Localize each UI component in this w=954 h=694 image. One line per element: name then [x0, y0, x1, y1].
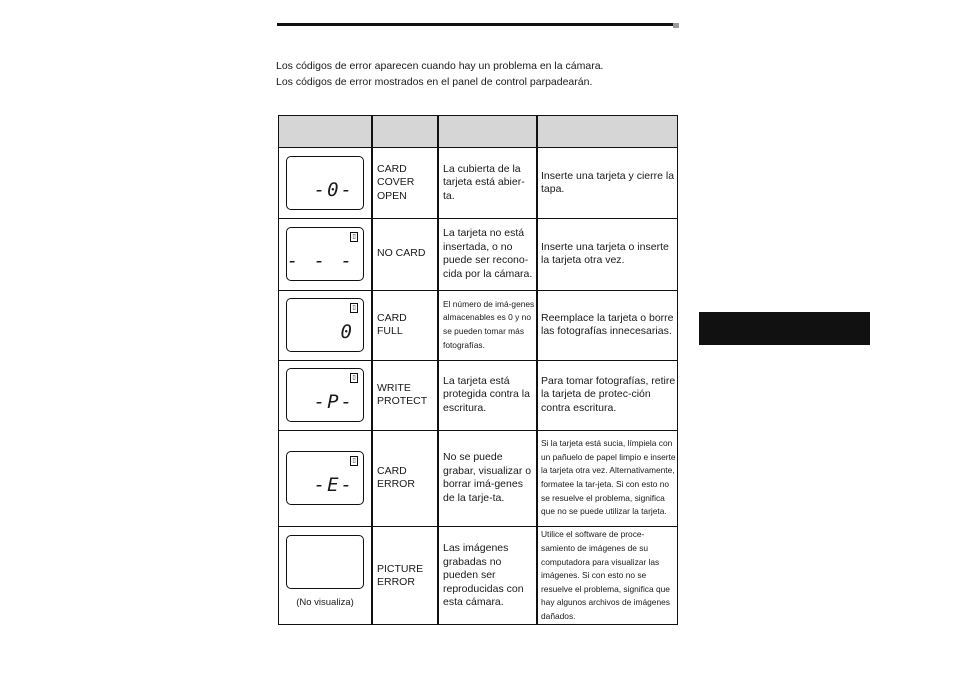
error-cause: La cubierta de la tarjeta está abier-ta. — [443, 162, 525, 202]
lcd-code: -P- — [313, 391, 354, 413]
error-solution: Utilice el software de proce-samiento de imágenes de su computadora para visualizar las imágenes. Si con esto no se resuelve el problema, significa que hay algunos archivos de imágenes dañados. — [541, 529, 670, 621]
error-code: PICTURE ERROR — [377, 562, 424, 588]
error-solution: Para tomar fotografías, retire la tarjeta de protec-ción contra escritura. — [541, 374, 676, 414]
error-solution: Inserte una tarjeta y cierre la tapa. — [541, 169, 675, 195]
memory-card-icon: ▯ — [350, 303, 358, 313]
lcd-display — [286, 451, 364, 505]
error-code: NO CARD — [377, 247, 426, 260]
error-code: CARD COVER OPEN — [377, 162, 415, 202]
lcd-code: - - - — [286, 250, 354, 272]
error-cause: Las imágenes grabadas no pueden ser reproducidas con esta cámara. — [443, 542, 524, 609]
error-solution: Reemplace la tarjeta o borre las fotografías innecesarias. — [541, 311, 674, 337]
intro-line-2: Los códigos de error mostrados en el panel de control parpadearán. — [276, 76, 593, 88]
lcd-display — [286, 156, 364, 210]
memory-card-icon: ▯ — [350, 232, 358, 242]
lcd-display — [286, 368, 364, 422]
error-solution: Si la tarjeta está sucia, límpiela con un pañuelo de papel limpio e inserte la tarjeta otra vez. Alternativamente, formatee la tar-jeta. Si con esto no se resuelve el problema, significa que no se puede utilizar la tarjeta. — [541, 438, 676, 517]
top-rule — [277, 23, 677, 26]
error-code: WRITE PROTECT — [377, 381, 428, 407]
no-display-caption: (No visualiza) — [296, 597, 354, 608]
lcd-code: 0 — [340, 321, 354, 343]
error-cause: No se puede grabar, visualizar o borrar imá-genes de la tarje-ta. — [443, 451, 532, 504]
error-code: CARD FULL — [377, 311, 407, 337]
error-cause: El número de imá-genes almacenables es 0 y no se pueden tomar más fotografías. — [443, 298, 535, 350]
error-cause: La tarjeta no está insertada, o no puede ser recono-cida por la cámara. — [443, 227, 533, 280]
lcd-code: -0- — [313, 179, 354, 201]
memory-card-icon: ▯ — [350, 456, 358, 466]
intro-line-1: Los códigos de error aparecen cuando hay un problema en la cámara. — [276, 60, 604, 72]
lcd-display — [286, 298, 364, 352]
error-code-table — [278, 115, 678, 625]
memory-card-icon: ▯ — [350, 373, 358, 383]
section-tab — [699, 312, 870, 345]
lcd-code: -E- — [313, 474, 354, 496]
error-solution: Inserte una tarjeta o inserte la tarjeta otra vez. — [541, 240, 669, 266]
lcd-display — [286, 227, 364, 281]
intro-text — [276, 58, 603, 90]
column-divider — [437, 116, 439, 624]
column-divider — [371, 116, 373, 624]
table-header — [279, 116, 677, 148]
error-code: CARD ERROR — [377, 464, 415, 490]
error-cause: La tarjeta está protegida contra la escritura. — [443, 374, 530, 414]
column-divider — [536, 116, 538, 624]
lcd-display — [286, 535, 364, 589]
